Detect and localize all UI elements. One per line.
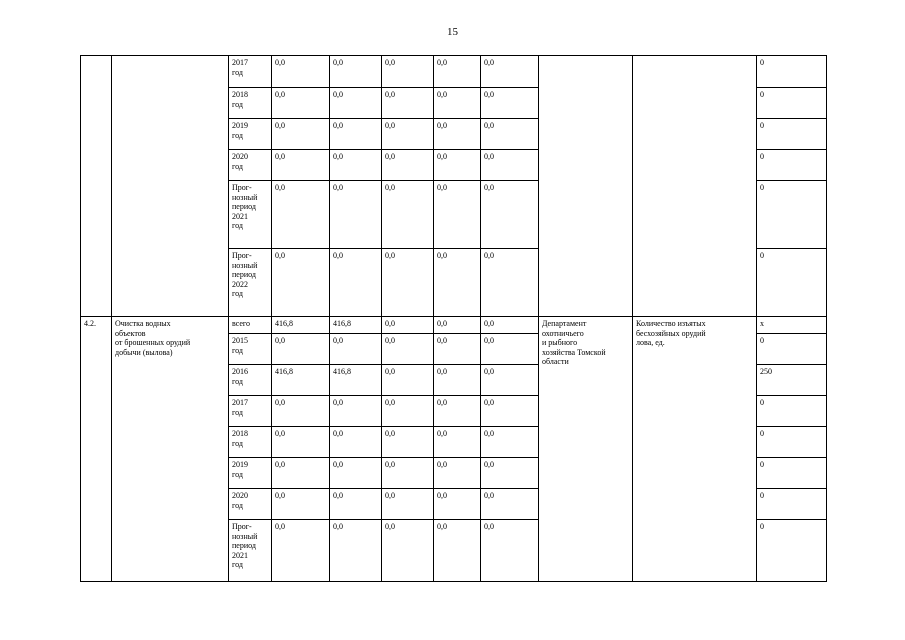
table-row [81, 56, 827, 88]
year-cell: Прог- нозный период 2022 год [229, 249, 272, 317]
value-cell: 0,0 [434, 365, 481, 396]
indicator-value-cell: 0 [757, 396, 827, 427]
value-cell: 0,0 [382, 150, 434, 181]
value-cell: 0,0 [481, 458, 539, 489]
indicator-name-cell [633, 56, 757, 317]
year-cell: 2017 год [229, 396, 272, 427]
executor-name: Департамент охотничьего и рыбного хозяйства Томской области [539, 317, 633, 582]
value-cell: 0,0 [481, 56, 539, 88]
value-cell: 0,0 [330, 88, 382, 119]
indicator-value-cell: x [757, 317, 827, 334]
indicator-value-cell: 0 [757, 56, 827, 88]
year-cell: 2019 год [229, 458, 272, 489]
value-cell: 0,0 [481, 181, 539, 249]
year-cell: 2018 год [229, 88, 272, 119]
value-cell: 0,0 [382, 427, 434, 458]
year-cell: 2020 год [229, 150, 272, 181]
value-cell: 0,0 [481, 489, 539, 520]
value-cell: 0,0 [272, 56, 330, 88]
value-cell: 0,0 [382, 520, 434, 582]
value-cell: 0,0 [382, 458, 434, 489]
value-cell: 0,0 [434, 150, 481, 181]
value-cell: 0,0 [481, 520, 539, 582]
value-cell: 0,0 [272, 88, 330, 119]
value-cell: 0,0 [481, 317, 539, 334]
indicator-value-cell: 0 [757, 88, 827, 119]
value-cell: 0,0 [434, 396, 481, 427]
value-cell: 0,0 [434, 458, 481, 489]
value-cell: 0,0 [330, 458, 382, 489]
value-cell: 0,0 [382, 334, 434, 365]
activity-name: Очистка водных объектов от брошенных орудий добычи (вылова) [112, 317, 229, 582]
value-cell: 416,8 [272, 365, 330, 396]
value-cell: 0,0 [481, 150, 539, 181]
indicator-value-cell: 0 [757, 489, 827, 520]
value-cell: 0,0 [434, 427, 481, 458]
value-cell: 0,0 [330, 56, 382, 88]
year-cell: 2015 год [229, 334, 272, 365]
value-cell: 0,0 [330, 181, 382, 249]
indicator-value-cell: 0 [757, 427, 827, 458]
value-cell: 0,0 [382, 365, 434, 396]
value-cell: 0,0 [382, 489, 434, 520]
indicator-value-cell: 0 [757, 334, 827, 365]
program-activities-table [80, 55, 827, 582]
executor-cell [539, 56, 633, 317]
indicator-value-cell: 0 [757, 119, 827, 150]
value-cell: 0,0 [382, 88, 434, 119]
value-cell: 0,0 [382, 119, 434, 150]
value-cell: 0,0 [434, 181, 481, 249]
value-cell: 0,0 [330, 150, 382, 181]
value-cell: 0,0 [382, 317, 434, 334]
indicator-value-cell: 0 [757, 520, 827, 582]
value-cell: 0,0 [272, 181, 330, 249]
value-cell: 0,0 [481, 396, 539, 427]
indicator-value-cell: 250 [757, 365, 827, 396]
value-cell: 0,0 [382, 249, 434, 317]
value-cell: 0,0 [434, 88, 481, 119]
value-cell: 0,0 [272, 489, 330, 520]
value-cell: 0,0 [330, 427, 382, 458]
indicator-value-cell: 0 [757, 181, 827, 249]
value-cell: 0,0 [272, 150, 330, 181]
year-cell: 2017 год [229, 56, 272, 88]
value-cell: 0,0 [330, 249, 382, 317]
activity-number: 4.2. [81, 317, 112, 582]
value-cell: 416,8 [330, 317, 382, 334]
value-cell: 0,0 [330, 396, 382, 427]
year-cell: Прог- нозный период 2021 год [229, 520, 272, 582]
value-cell: 0,0 [272, 520, 330, 582]
table-body [81, 56, 827, 582]
value-cell: 0,0 [382, 181, 434, 249]
value-cell: 0,0 [481, 88, 539, 119]
value-cell: 0,0 [434, 56, 481, 88]
value-cell: 0,0 [434, 119, 481, 150]
value-cell: 0,0 [434, 334, 481, 365]
value-cell: 0,0 [272, 427, 330, 458]
value-cell: 0,0 [272, 334, 330, 365]
value-cell: 0,0 [434, 489, 481, 520]
year-cell: 2019 год [229, 119, 272, 150]
indicator-name: Количество изъятых бесхозяйных орудий лова, ед. [633, 317, 757, 582]
value-cell: 0,0 [272, 458, 330, 489]
value-cell: 0,0 [481, 334, 539, 365]
value-cell: 0,0 [434, 317, 481, 334]
value-cell: 0,0 [481, 119, 539, 150]
value-cell: 0,0 [330, 334, 382, 365]
value-cell: 0,0 [272, 249, 330, 317]
number-cell [81, 56, 112, 317]
year-cell: Прог- нозный период 2021 год [229, 181, 272, 249]
indicator-value-cell: 0 [757, 249, 827, 317]
indicator-value-cell: 0 [757, 150, 827, 181]
value-cell: 0,0 [330, 520, 382, 582]
year-cell: 2018 год [229, 427, 272, 458]
value-cell: 0,0 [434, 249, 481, 317]
value-cell: 0,0 [382, 396, 434, 427]
table-row [81, 317, 827, 334]
value-cell: 416,8 [272, 317, 330, 334]
value-cell: 0,0 [481, 249, 539, 317]
value-cell: 0,0 [272, 396, 330, 427]
value-cell: 0,0 [330, 489, 382, 520]
year-cell: 2016 год [229, 365, 272, 396]
value-cell: 0,0 [382, 56, 434, 88]
value-cell: 0,0 [481, 365, 539, 396]
activity-name-cell [112, 56, 229, 317]
value-cell: 0,0 [481, 427, 539, 458]
value-cell: 416,8 [330, 365, 382, 396]
indicator-value-cell: 0 [757, 458, 827, 489]
page-number: 15 [447, 26, 458, 38]
value-cell: 0,0 [330, 119, 382, 150]
value-cell: 0,0 [434, 520, 481, 582]
value-cell: 0,0 [272, 119, 330, 150]
year-cell: 2020 год [229, 489, 272, 520]
year-cell: всего [229, 317, 272, 334]
